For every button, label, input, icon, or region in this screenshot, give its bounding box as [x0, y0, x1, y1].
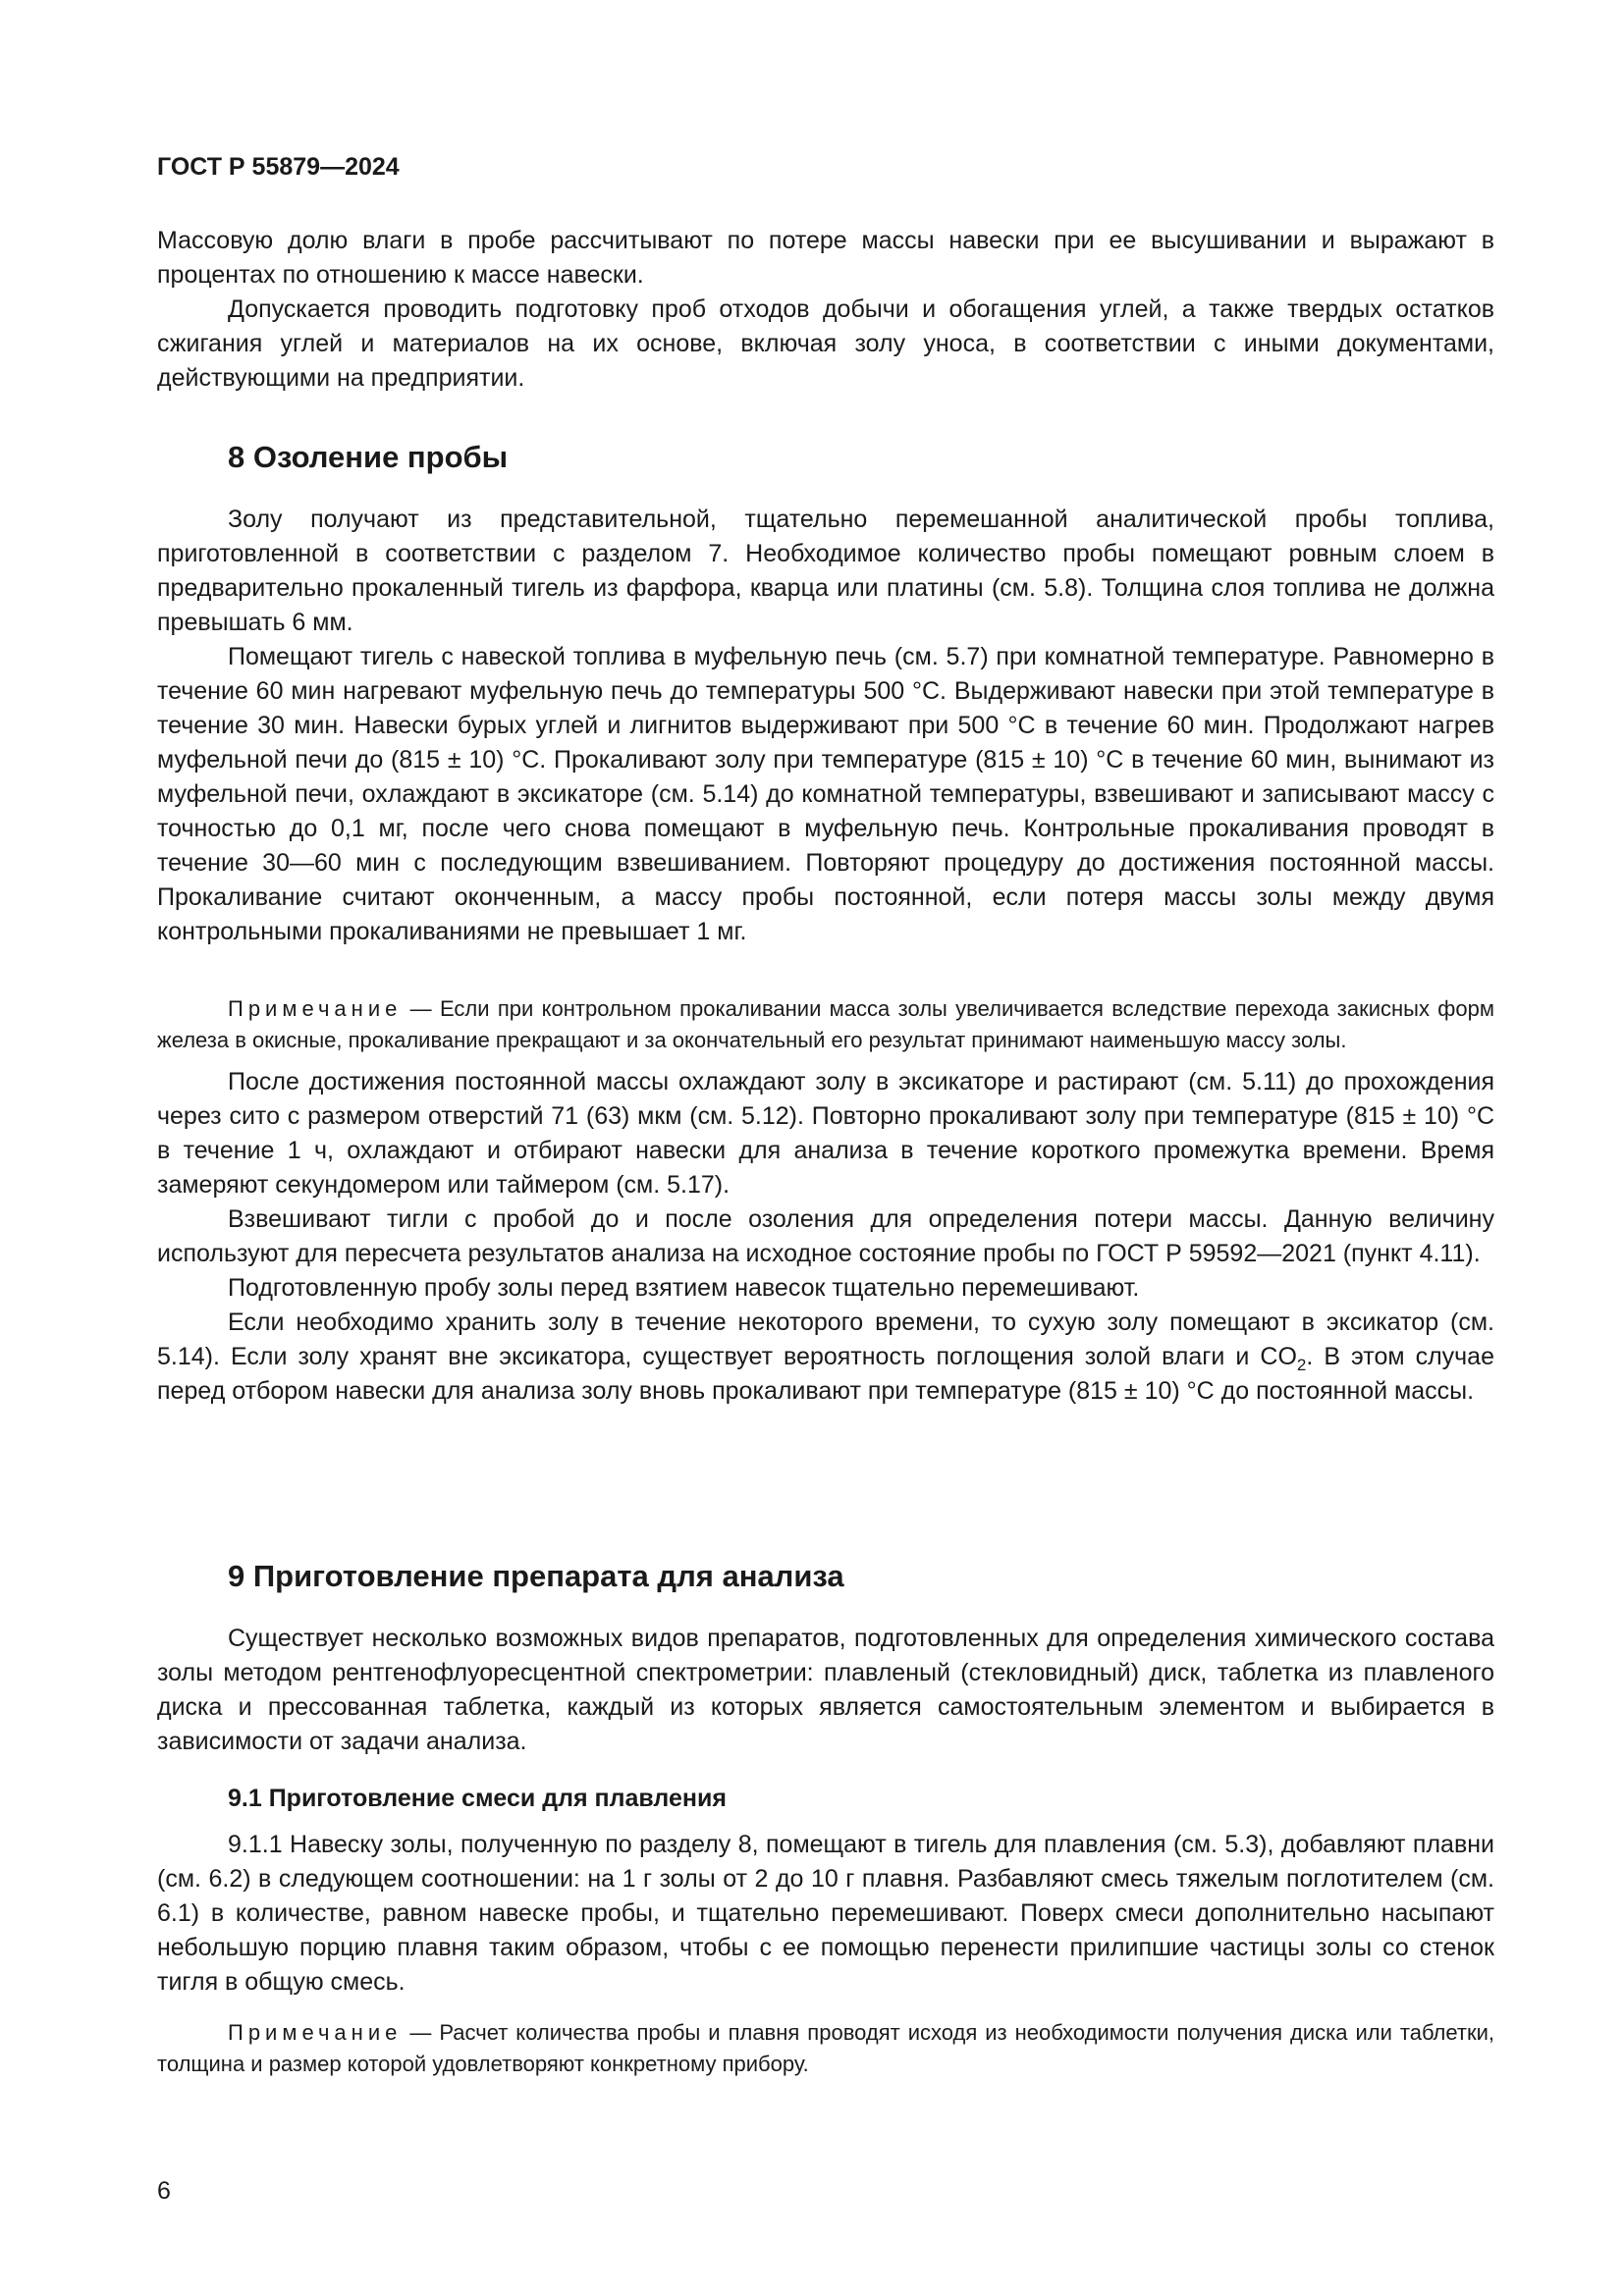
text: . В этом случае перед отбором навески для анализа золу вновь прокаливают при температуре (815 ± 10) °С до постоянной массы. — [157, 1343, 1494, 1405]
paragraph: Золу получают из представительной, тщательно перемешанной аналитической пробы топлива, приготовленной в соответствии с разделом 7. Необходимое количество пробы помещают ровным слоем в предварительно прокаленный тигель из фарфора, кварца или платины (см. 5.8). Толщина слоя топлива не должна превышать 6 мм. — [157, 506, 1494, 636]
section-9-note — [157, 2017, 1494, 2080]
text: Если необходимо хранить золу в течение некоторого времени, то сухую золу помещают в эксикатор (см. 5.14). Если золу хранят вне эксикатора, существует вероятность поглощения золой влаги и CO — [157, 1308, 1494, 1370]
section-8-heading: 8 Озоление пробы — [228, 440, 509, 474]
note-label: Примечание — [228, 996, 403, 1021]
note-text: — Расчет количества пробы и плавня проводят исходя из необходимости получения диска или таблетки, толщина и размер которой удовлетворяют конкретному прибору. — [157, 2020, 1494, 2076]
paragraph: Взвешивают тигли с пробой до и после озоления для определения потери массы. Данную величину используют для пересчета результатов анализа на исходное состояние пробы по ГОСТ Р 59592—2021 (пункт 4.11). — [157, 1205, 1494, 1267]
page-number: 6 — [157, 2177, 171, 2205]
note-label: Примечание — [228, 2020, 403, 2045]
subscript: 2 — [1296, 1356, 1307, 1374]
paragraph: Подготовленную пробу золы перед взятием навесок тщательно перемешивают. — [228, 1274, 1140, 1302]
paragraph: Массовую долю влаги в пробе рассчитывают по потере массы навески при ее высушивании и выражают в процентах по отношению к массе навески. — [157, 227, 1494, 289]
subsection-9-1-heading: 9.1 Приготовление смеси для плавления — [228, 1785, 727, 1812]
paragraph — [157, 1306, 1494, 1409]
section-8-body — [157, 503, 1494, 949]
section-8-body-continued — [157, 1065, 1494, 1409]
paragraph: Существует несколько возможных видов препаратов, подготовленных для определения химического состава золы методом рентгенофлуоресцентной спектрометрии: плавленый (стекловидный) диск, таблетка из плавленого диска и прессованная таблетка, каждый из которых является самостоятельным элементом и выбирается в зависимости от задачи анализа. — [157, 1625, 1494, 1755]
note-text: — Если при контрольном прокаливании масса золы увеличивается вследствие перехода закисных форм железа в окисные, прокаливание прекращают и за окончательный его результат принимают наименьшую массу золы. — [157, 996, 1494, 1052]
paragraph: 9.1.1 Навеску золы, полученную по разделу 8, помещают в тигель для плавления (см. 5.3), добавляют плавни (см. 6.2) в следующем соотношении: на 1 г золы от 2 до 10 г плавня. Разбавляют смесь тяжелым поглотителем (см. 6.1) в количестве, равном навеске пробы, и тщательно перемешивают. Поверх смеси дополнительно насыпают небольшую порцию плавня таким образом, чтобы с ее помощью перенести прилипшие частицы золы со стенок тигля в общую смесь. — [157, 1831, 1494, 1996]
document-header: ГОСТ Р 55879—2024 — [157, 153, 400, 181]
paragraph: После достижения постоянной массы охлаждают золу в эксикаторе и растирают (см. 5.11) до прохождения через сито с размером отверстий 71 (63) мкм (см. 5.12). Повторно прокаливают золу при температуре (815 ± 10) °С в течение 1 ч, охлаждают и отбирают навески для анализа в течение короткого промежутка времени. Время замеряют секундомером или таймером (см. 5.17). — [157, 1068, 1494, 1199]
intro-block — [157, 224, 1494, 396]
section-8-note — [157, 993, 1494, 1056]
paragraph: Помещают тигель с навеской топлива в муфельную печь (см. 5.7) при комнатной температуре. Равномерно в течение 60 мин нагревают муфельную печь до температуры 500 °С. Выдерживают навески при этой температуре в течение 30 мин. Навески бурых углей и лигнитов выдерживают при 500 °С в течение 60 мин. Продолжают нагрев муфельной печи до (815 ± 10) °С. Прокаливают золу при температуре (815 ± 10) °С в течение 60 мин, вынимают из муфельной печи, охлаждают в эксикаторе (см. 5.14) до комнатной температуры, взвешивают и записывают массу с точностью до 0,1 мг, после чего снова помещают в муфельную печь. Контрольные прокаливания проводят в течение 30—60 мин с последующим взвешиванием. Повторяют процедуру до достижения постоянной массы. Прокаливание считают оконченным, а массу пробы постоянной, если потеря массы золы между двумя контрольными прокаливаниями не превышает 1 мг. — [157, 643, 1494, 945]
section-9-heading: 9 Приготовление препарата для анализа — [228, 1559, 844, 1593]
section-9-body — [157, 1622, 1494, 1759]
paragraph: Допускается проводить подготовку проб отходов добычи и обогащения углей, а также твердых остатков сжигания углей и материалов на их основе, включая золу уноса, в соответствии с иными документами, действующими на предприятии. — [157, 295, 1494, 392]
subsection-9-1-body — [157, 1828, 1494, 2000]
